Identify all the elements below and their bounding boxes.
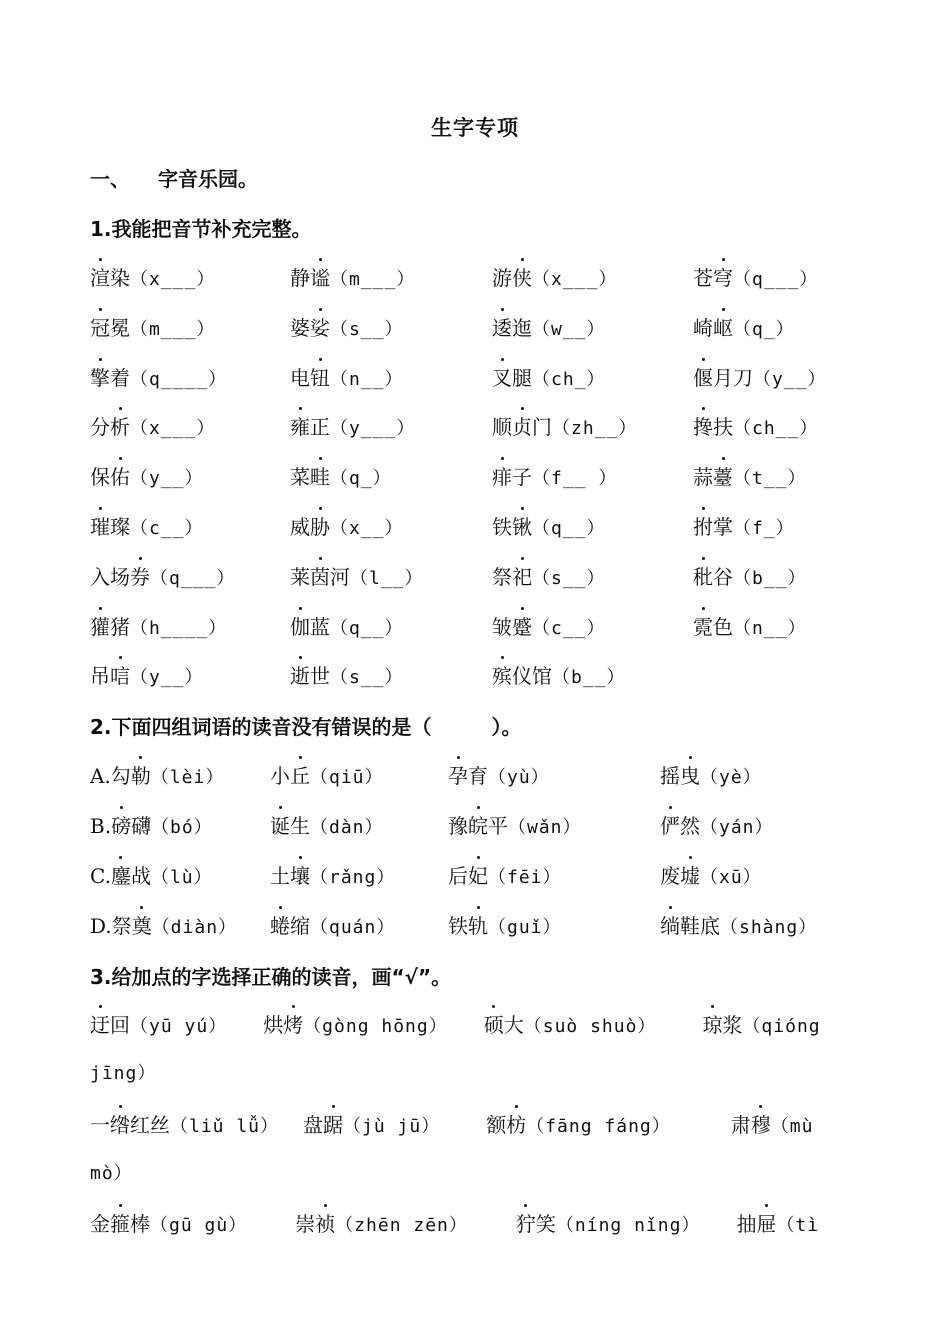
pinyin-choices: （mù bbox=[770, 1116, 814, 1137]
dotted-character: 磅 bbox=[111, 810, 131, 842]
word-part: 河 bbox=[330, 565, 350, 589]
pinyin-blank: （f__ ） bbox=[532, 468, 618, 489]
word-part: 小 bbox=[270, 764, 290, 788]
word-part: 莱 bbox=[290, 565, 310, 589]
pinyin-blank: （yán） bbox=[700, 817, 774, 838]
choice-item bbox=[484, 1013, 657, 1037]
dotted-character: 畦 bbox=[310, 461, 330, 493]
question-1-row bbox=[90, 262, 870, 294]
dotted-character: 逝 bbox=[290, 660, 310, 692]
dotted-character: 琼 bbox=[702, 1009, 722, 1041]
reading-item bbox=[90, 860, 213, 894]
question-3-line bbox=[90, 1109, 870, 1143]
word-part: 礴 bbox=[131, 814, 152, 838]
word-part: 正 bbox=[310, 415, 330, 439]
word-part: 世 bbox=[310, 664, 330, 688]
choice-item bbox=[90, 1160, 133, 1184]
pinyin-blank: （q_） bbox=[733, 319, 795, 340]
word-part: 崇 bbox=[295, 1212, 316, 1236]
choice-item bbox=[90, 1212, 247, 1236]
choice-item bbox=[90, 1060, 156, 1084]
dotted-character: 硕 bbox=[484, 1009, 504, 1041]
dotted-character: 锹 bbox=[512, 511, 532, 543]
dotted-character: 秕 bbox=[693, 561, 713, 593]
word-part: 额 bbox=[486, 1113, 507, 1137]
question-1-row bbox=[90, 362, 870, 394]
pinyin-blank: （x___） bbox=[532, 269, 618, 290]
pinyin-choices: （yū yú） bbox=[130, 1016, 228, 1037]
word-part: 蒜 bbox=[693, 465, 713, 489]
pinyin-choices: （gū gù） bbox=[150, 1215, 248, 1236]
question-3-line bbox=[90, 1009, 870, 1043]
dotted-character: 唁 bbox=[110, 660, 130, 692]
dotted-character: 岖 bbox=[713, 312, 733, 344]
pinyin-blank: （bó） bbox=[151, 817, 213, 838]
answer-option-row bbox=[90, 810, 870, 842]
dotted-character: 穆 bbox=[751, 1109, 771, 1141]
dotted-character: 蹙 bbox=[512, 611, 532, 643]
word-part: 掌 bbox=[713, 515, 733, 539]
reading-item bbox=[90, 810, 213, 844]
word-part: 红丝 bbox=[130, 1113, 170, 1137]
question-1-row bbox=[90, 411, 870, 443]
dotted-character: 绺 bbox=[110, 1109, 130, 1141]
pinyin-blank: （c__） bbox=[130, 518, 204, 539]
dotted-character: 烤 bbox=[283, 1009, 303, 1041]
pinyin-blank: （m___） bbox=[130, 319, 216, 340]
word-part: 摇 bbox=[660, 764, 680, 788]
dotted-character: 叉 bbox=[492, 362, 512, 394]
word-part: 浆 bbox=[722, 1013, 743, 1037]
page-title: 生字专项 bbox=[431, 116, 519, 140]
word-part: 铁 bbox=[492, 515, 512, 539]
word-part: 威 bbox=[290, 515, 310, 539]
pinyin-blank: （dàn） bbox=[310, 817, 384, 838]
pinyin-blank: （fēi） bbox=[488, 867, 562, 888]
answer-option-row bbox=[90, 910, 870, 942]
word-part: 分 bbox=[90, 415, 110, 439]
pinyin-blank: （b__） bbox=[733, 568, 807, 589]
dotted-character: 伽 bbox=[290, 611, 310, 643]
pinyin-item bbox=[492, 262, 617, 296]
word-part: 缩 bbox=[290, 914, 310, 938]
pinyin-blank: （s__） bbox=[330, 319, 404, 340]
pinyin-item bbox=[693, 611, 807, 645]
pinyin-item bbox=[290, 362, 404, 396]
word-part: 皱 bbox=[492, 615, 512, 639]
pinyin-choices: （tì bbox=[776, 1215, 820, 1236]
pinyin-blank: （quán） bbox=[310, 917, 396, 938]
word-part: 染 bbox=[110, 266, 130, 290]
reading-item bbox=[448, 760, 550, 794]
pinyin-blank: （q___） bbox=[150, 568, 236, 589]
pinyin-blank: （q___） bbox=[733, 269, 819, 290]
word-part: 电 bbox=[290, 366, 310, 390]
pinyin-item bbox=[90, 461, 204, 495]
pinyin-blank: （zh__） bbox=[552, 418, 638, 439]
dotted-character: 雍 bbox=[290, 411, 310, 443]
word-part: D.祭 bbox=[90, 914, 132, 938]
reading-item bbox=[660, 810, 774, 844]
pinyin-blank: （q__） bbox=[532, 518, 606, 539]
dotted-character: 枋 bbox=[506, 1109, 526, 1141]
dotted-character: 逶 bbox=[492, 312, 512, 344]
word-part: A.勾 bbox=[90, 764, 131, 788]
word-part: 子 bbox=[512, 465, 532, 489]
word-part: 笑 bbox=[535, 1212, 556, 1236]
word-part: 入场 bbox=[90, 565, 130, 589]
pinyin-choices: （jù jū） bbox=[343, 1116, 441, 1137]
pinyin-blank: （qiū） bbox=[310, 767, 384, 788]
pinyin-choices: （zhēn zēn） bbox=[335, 1215, 468, 1236]
pinyin-blank: （q____） bbox=[130, 369, 228, 390]
pinyin-blank: （x___） bbox=[130, 269, 216, 290]
dotted-character: 胁 bbox=[310, 511, 330, 543]
reading-item bbox=[448, 860, 562, 894]
word-part: 扶 bbox=[713, 415, 733, 439]
pinyin-blank: （q__） bbox=[330, 618, 404, 639]
word-part: 色 bbox=[713, 615, 733, 639]
pinyin-blank: （yè） bbox=[700, 767, 762, 788]
pinyin-blank: （c__） bbox=[532, 618, 606, 639]
dotted-character: 穹 bbox=[713, 262, 733, 294]
dotted-character: 丘 bbox=[290, 760, 310, 792]
dotted-character: 殡 bbox=[492, 660, 512, 692]
question-3-label: 3.给加点的字选择正确的读音，画“√”。 bbox=[90, 965, 452, 989]
pinyin-blank: （ch__） bbox=[733, 418, 819, 439]
dotted-character: 擎 bbox=[90, 362, 110, 394]
word-part: 肃 bbox=[730, 1113, 751, 1137]
pinyin-item bbox=[290, 411, 415, 445]
reading-item bbox=[270, 810, 384, 844]
choice-item bbox=[263, 1013, 448, 1037]
word-part: 保 bbox=[90, 465, 110, 489]
pinyin-blank: （x___） bbox=[130, 418, 216, 439]
reading-item bbox=[270, 860, 395, 894]
pinyin-blank: （b__） bbox=[552, 667, 626, 688]
pinyin-blank: （y__） bbox=[130, 667, 204, 688]
dotted-character: 鏖 bbox=[111, 860, 131, 892]
word-part: 门 bbox=[532, 415, 552, 439]
pinyin-blank: （yù） bbox=[488, 767, 550, 788]
question-1-row bbox=[90, 660, 870, 692]
word-part: 仪馆 bbox=[512, 664, 552, 688]
pinyin-item bbox=[693, 262, 818, 296]
pinyin-blank: （h____） bbox=[130, 618, 228, 639]
pinyin-item bbox=[90, 262, 215, 296]
pinyin-item bbox=[290, 461, 392, 495]
pinyin-blank: （s__） bbox=[330, 667, 404, 688]
pinyin-item bbox=[492, 312, 606, 346]
word-part: 璨 bbox=[110, 515, 130, 539]
dotted-character: 拊 bbox=[693, 511, 713, 543]
word-part: 苍 bbox=[693, 266, 713, 290]
word-part: 育 bbox=[468, 764, 488, 788]
reading-item bbox=[270, 910, 395, 944]
pinyin-blank: （q_） bbox=[330, 468, 392, 489]
pinyin-blank: （rǎng） bbox=[310, 867, 396, 888]
word-part: 棒 bbox=[130, 1212, 150, 1236]
pinyin-item bbox=[492, 362, 606, 396]
dotted-character: 谧 bbox=[310, 262, 330, 294]
dotted-character: 獾 bbox=[90, 611, 110, 643]
pinyin-blank: （w__） bbox=[532, 319, 606, 340]
word-part: B. bbox=[90, 814, 112, 838]
dotted-character: 皖 bbox=[468, 810, 488, 842]
dotted-character: 屉 bbox=[756, 1208, 776, 1240]
dotted-character: 析 bbox=[110, 411, 130, 443]
word-part: 祭 bbox=[492, 565, 512, 589]
reading-item bbox=[660, 860, 762, 894]
pinyin-item bbox=[90, 611, 227, 645]
word-part: 静 bbox=[290, 266, 310, 290]
pinyin-blank: （l__） bbox=[350, 568, 424, 589]
dotted-character: 券 bbox=[130, 561, 150, 593]
dotted-character: 冠 bbox=[90, 312, 110, 344]
choice-item bbox=[90, 1013, 227, 1037]
dotted-character: 偃 bbox=[693, 362, 713, 394]
pinyin-item bbox=[492, 411, 637, 445]
word-part: 后 bbox=[448, 864, 468, 888]
pinyin-choices: （níng nǐng） bbox=[555, 1215, 701, 1236]
answer-option-row bbox=[90, 860, 870, 892]
dotted-character: 迂 bbox=[90, 1009, 110, 1041]
pinyin-item bbox=[290, 312, 404, 346]
word-part: 然 bbox=[680, 814, 700, 838]
choice-item bbox=[736, 1212, 819, 1236]
pinyin-blank: （xū） bbox=[700, 867, 762, 888]
pinyin-item bbox=[492, 461, 617, 495]
pinyin-choices: （liǔ lǚ） bbox=[170, 1116, 280, 1137]
pinyin-item bbox=[693, 461, 807, 495]
reading-item bbox=[90, 910, 237, 944]
word-part: C. bbox=[90, 864, 111, 888]
question-3-line bbox=[90, 1156, 870, 1190]
word-part: 盘 bbox=[303, 1113, 324, 1137]
pinyin-blank: （n__） bbox=[330, 369, 404, 390]
pinyin-item bbox=[492, 660, 626, 694]
word-part: 蓝 bbox=[310, 615, 330, 639]
word-part: 抽 bbox=[736, 1212, 757, 1236]
question-1-row bbox=[90, 611, 870, 643]
word-part: 谷 bbox=[713, 565, 733, 589]
pinyin-choices: jīng） bbox=[90, 1063, 157, 1084]
pinyin-item bbox=[693, 511, 795, 545]
word-part: 烘 bbox=[263, 1013, 284, 1037]
dotted-character: 娑 bbox=[310, 312, 330, 344]
reading-item bbox=[660, 910, 817, 944]
word-part: 腿 bbox=[512, 366, 532, 390]
pinyin-choices: mò） bbox=[90, 1163, 133, 1184]
word-part: 顺 bbox=[492, 415, 512, 439]
pinyin-blank: （f_） bbox=[733, 518, 795, 539]
word-part: 冕 bbox=[110, 316, 130, 340]
word-part: 豫 bbox=[448, 814, 468, 838]
word-part: 猪 bbox=[110, 615, 130, 639]
reading-item bbox=[660, 760, 762, 794]
dotted-character: 祯 bbox=[315, 1208, 335, 1240]
word-part: 着 bbox=[110, 366, 130, 390]
dotted-character: 壤 bbox=[290, 860, 310, 892]
question-1-row bbox=[90, 461, 870, 493]
question-1-row bbox=[90, 511, 870, 543]
pinyin-item bbox=[290, 611, 404, 645]
pinyin-item bbox=[492, 611, 606, 645]
pinyin-blank: （m___） bbox=[330, 269, 416, 290]
word-part: 平 bbox=[488, 814, 508, 838]
reading-item bbox=[270, 760, 384, 794]
pinyin-blank: （n__） bbox=[733, 618, 807, 639]
dotted-character: 诞 bbox=[270, 810, 290, 842]
pinyin-item bbox=[693, 561, 807, 595]
dotted-character: 薹 bbox=[713, 461, 733, 493]
pinyin-blank: （t__） bbox=[733, 468, 807, 489]
dotted-character: 佑 bbox=[110, 461, 130, 493]
reading-item bbox=[90, 760, 224, 794]
pinyin-item bbox=[90, 312, 215, 346]
word-part: 婆 bbox=[290, 316, 310, 340]
choice-item bbox=[702, 1013, 820, 1037]
choice-item bbox=[90, 1113, 279, 1137]
question-3-line bbox=[90, 1208, 870, 1242]
pinyin-choices: （gòng hōng） bbox=[303, 1016, 448, 1037]
pinyin-blank: （x__） bbox=[330, 518, 404, 539]
choice-item bbox=[486, 1113, 671, 1137]
question-2-label: 2.下面四组词语的读音没有错误的是（ ）。 bbox=[90, 715, 522, 739]
section-heading bbox=[90, 163, 258, 192]
pinyin-item bbox=[90, 362, 227, 396]
dotted-character: 孕 bbox=[448, 760, 468, 792]
dotted-character: 箍 bbox=[110, 1208, 130, 1240]
word-part: 一 bbox=[90, 1113, 110, 1137]
dotted-character: 狞 bbox=[516, 1208, 536, 1240]
choice-item bbox=[295, 1212, 468, 1236]
pinyin-blank: （y___） bbox=[330, 418, 416, 439]
reading-item bbox=[448, 810, 582, 844]
pinyin-blank: （ch_） bbox=[532, 369, 606, 390]
word-part: 游 bbox=[492, 266, 512, 290]
dotted-character: 墟 bbox=[680, 860, 700, 892]
pinyin-choices: （suò shuò） bbox=[523, 1016, 657, 1037]
word-part: 回 bbox=[110, 1013, 130, 1037]
dotted-character: 渲 bbox=[90, 262, 110, 294]
pinyin-item bbox=[90, 411, 215, 445]
word-part: 迤 bbox=[512, 316, 532, 340]
word-part: 大 bbox=[503, 1013, 524, 1037]
question-1-row bbox=[90, 312, 870, 344]
pinyin-blank: （guǐ） bbox=[488, 917, 562, 938]
pinyin-blank: （diàn） bbox=[151, 917, 238, 938]
word-part: 月刀 bbox=[713, 366, 753, 390]
dotted-character: 祀 bbox=[512, 561, 532, 593]
word-part: 菜 bbox=[290, 465, 310, 489]
pinyin-item bbox=[492, 561, 606, 595]
pinyin-item bbox=[90, 660, 204, 694]
dotted-character: 奠 bbox=[132, 910, 152, 942]
pinyin-blank: （lèi） bbox=[150, 767, 225, 788]
dotted-character: 蜷 bbox=[270, 910, 290, 942]
pinyin-item bbox=[90, 511, 204, 545]
section-label: 字音乐园。 bbox=[158, 167, 258, 191]
dotted-character: 侠 bbox=[512, 262, 532, 294]
dotted-character: 钮 bbox=[310, 362, 330, 394]
pinyin-item bbox=[693, 411, 818, 445]
dotted-character: 璀 bbox=[90, 511, 110, 543]
pinyin-blank: （shàng） bbox=[720, 917, 818, 938]
reading-item bbox=[448, 910, 562, 944]
pinyin-item bbox=[492, 511, 606, 545]
question-1-row bbox=[90, 561, 870, 593]
dotted-character: 踞 bbox=[323, 1109, 343, 1141]
section-number: 一、 bbox=[90, 167, 130, 191]
pinyin-choices: （fāng fáng） bbox=[526, 1116, 671, 1137]
dotted-character: 茵 bbox=[310, 561, 330, 593]
pinyin-blank: （wǎn） bbox=[508, 817, 582, 838]
word-part: 鞋底 bbox=[680, 914, 720, 938]
dotted-character: 妃 bbox=[468, 860, 488, 892]
word-part: 崎 bbox=[693, 316, 713, 340]
dotted-character: 搀 bbox=[693, 411, 713, 443]
question-3-line bbox=[90, 1056, 870, 1090]
choice-item bbox=[731, 1113, 814, 1137]
dotted-character: 绱 bbox=[660, 910, 680, 942]
pinyin-item bbox=[290, 511, 404, 545]
dotted-character: 俨 bbox=[660, 810, 680, 842]
pinyin-choices: （qióng bbox=[742, 1016, 821, 1037]
choice-item bbox=[303, 1113, 440, 1137]
pinyin-item bbox=[693, 362, 827, 396]
pinyin-item bbox=[290, 262, 415, 296]
pinyin-blank: （s__） bbox=[532, 568, 606, 589]
pinyin-blank: （y__） bbox=[753, 369, 827, 390]
dotted-character: 曳 bbox=[680, 760, 700, 792]
pinyin-item bbox=[290, 561, 424, 595]
dotted-character: 轨 bbox=[468, 910, 488, 942]
dotted-character: 霓 bbox=[693, 611, 713, 643]
pinyin-item bbox=[90, 561, 235, 595]
dotted-character: 痱 bbox=[492, 461, 512, 493]
dotted-character: 勒 bbox=[131, 760, 151, 792]
pinyin-blank: （lù） bbox=[150, 867, 213, 888]
word-part: 铁 bbox=[448, 914, 468, 938]
word-part: 废 bbox=[660, 864, 680, 888]
answer-option-row bbox=[90, 760, 870, 792]
choice-item bbox=[516, 1212, 701, 1236]
word-part: 战 bbox=[130, 864, 151, 888]
word-part: 金 bbox=[90, 1212, 110, 1236]
word-part: 生 bbox=[290, 814, 310, 838]
word-part: 吊 bbox=[90, 664, 110, 688]
pinyin-item bbox=[290, 660, 404, 694]
pinyin-blank: （y__） bbox=[130, 468, 204, 489]
dotted-character: 贞 bbox=[512, 411, 532, 443]
word-part: 土 bbox=[270, 864, 290, 888]
question-1-label: 1.我能把音节补充完整。 bbox=[90, 217, 312, 241]
pinyin-item bbox=[693, 312, 795, 346]
